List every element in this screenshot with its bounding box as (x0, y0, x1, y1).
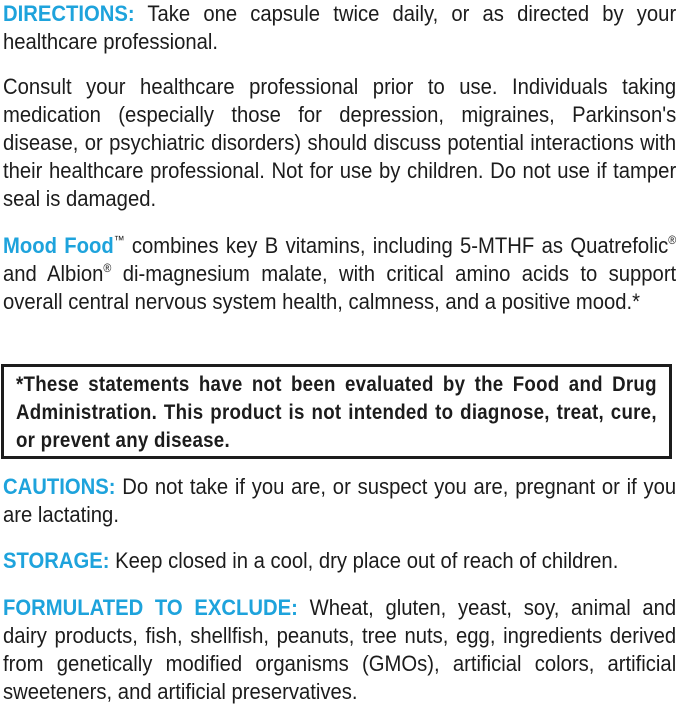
exclude-label: FORMULATED TO EXCLUDE: (3, 595, 298, 620)
directions-paragraph (3, 0, 676, 56)
registered-mark-quatrefolic: ® (668, 233, 677, 247)
trademark-mark: ™ (113, 233, 125, 247)
consult-text: Consult your healthcare professional prior to use. Individuals taking medication (especially those for depression, migraines, Parkinson's disease, or psychiatric disorders) should discuss potential interactions with their healthcare professional. Not for use by children. Do not use if tamper seal is damaged. (3, 74, 677, 211)
consult-paragraph (3, 73, 676, 213)
cautions-text: Do not take if you are, or suspect you are, pregnant or if you are lactating. (3, 474, 677, 527)
storage-label: STORAGE: (3, 548, 110, 573)
cautions-paragraph (3, 473, 676, 529)
description-text-b: and Albion (3, 261, 104, 286)
exclude-text: Wheat, gluten, yeast, soy, animal and dairy products, fish, shellfish, peanuts, tree nuts, egg, ingredients derived from genetically modified organisms (GMOs), artificial colors, artificial sweeteners, and artificial preservatives. (3, 595, 677, 704)
brand-name: Mood Food (3, 233, 114, 258)
directions-text: Take one capsule twice daily, or as directed by your healthcare professional. (3, 1, 677, 54)
exclude-paragraph (3, 594, 676, 706)
storage-text: Keep closed in a cool, dry place out of reach of children. (109, 548, 619, 573)
description-paragraph (3, 232, 676, 316)
description-text-a: combines key B vitamins, including 5-MTHF as Quatrefolic (124, 233, 669, 258)
cautions-label: CAUTIONS: (3, 474, 116, 499)
storage-paragraph (3, 547, 676, 575)
fda-disclaimer-text: *These statements have not been evaluated by the Food and Drug Administration. This product is not intended to diagnose, treat, cure, or prevent any disease. (16, 373, 657, 452)
fda-disclaimer-box (1, 364, 672, 459)
description-text-c: di-magnesium malate, with critical amino acids to support overall central nervous system health, calmness, and a positive mood.* (3, 261, 677, 314)
registered-mark-albion: ® (103, 261, 112, 275)
directions-label: DIRECTIONS: (3, 1, 135, 26)
